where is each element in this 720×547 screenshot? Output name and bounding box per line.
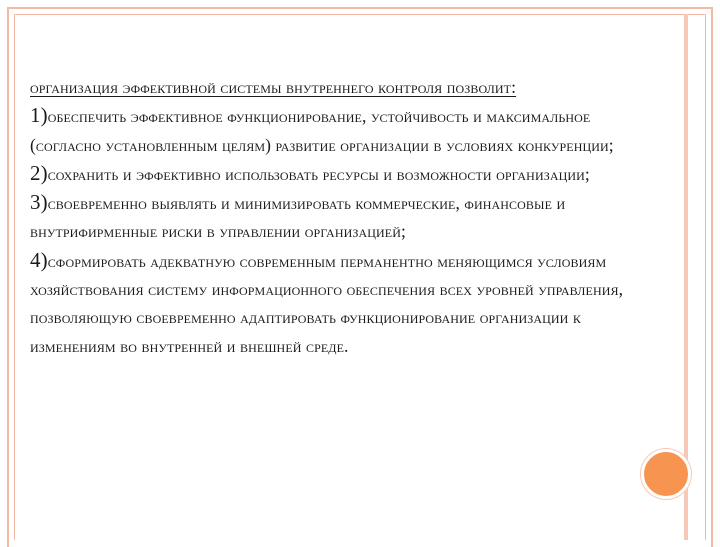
item-number: 2) [30,160,48,185]
item-number: 3) [30,190,48,215]
list-item-3 [30,188,660,246]
item-number: 4) [30,247,48,272]
slide-body [30,73,660,360]
item-text: своевременно выявлять и минимизировать коммерческие, финансовые и внутрифирменные риски в управлении организацией; [30,193,566,242]
slide-heading: организация эффективной системы внутреннего контроля позволит: [30,77,517,97]
list-item-1 [30,101,660,159]
item-text: обеспечить эффективное функционирование, устойчивость и максимальное (согласно установленным целям) развитие организации в условиях конкуренции; [30,106,614,155]
decorative-circle [641,449,691,499]
list-item-4 [30,246,660,360]
item-text: сохранить и эффективно использовать ресурсы и возможности организации; [47,163,590,184]
item-text: сформировать адекватную современным перманентно меняющимся условиям хозяйствования систему информационного обеспечения всех уровней управления, позволяющую своевременно адаптировать функционирование организации к изменениям во внутренней и внешней среде. [30,250,624,356]
item-number: 1) [30,103,48,128]
list-item-2 [30,159,660,188]
